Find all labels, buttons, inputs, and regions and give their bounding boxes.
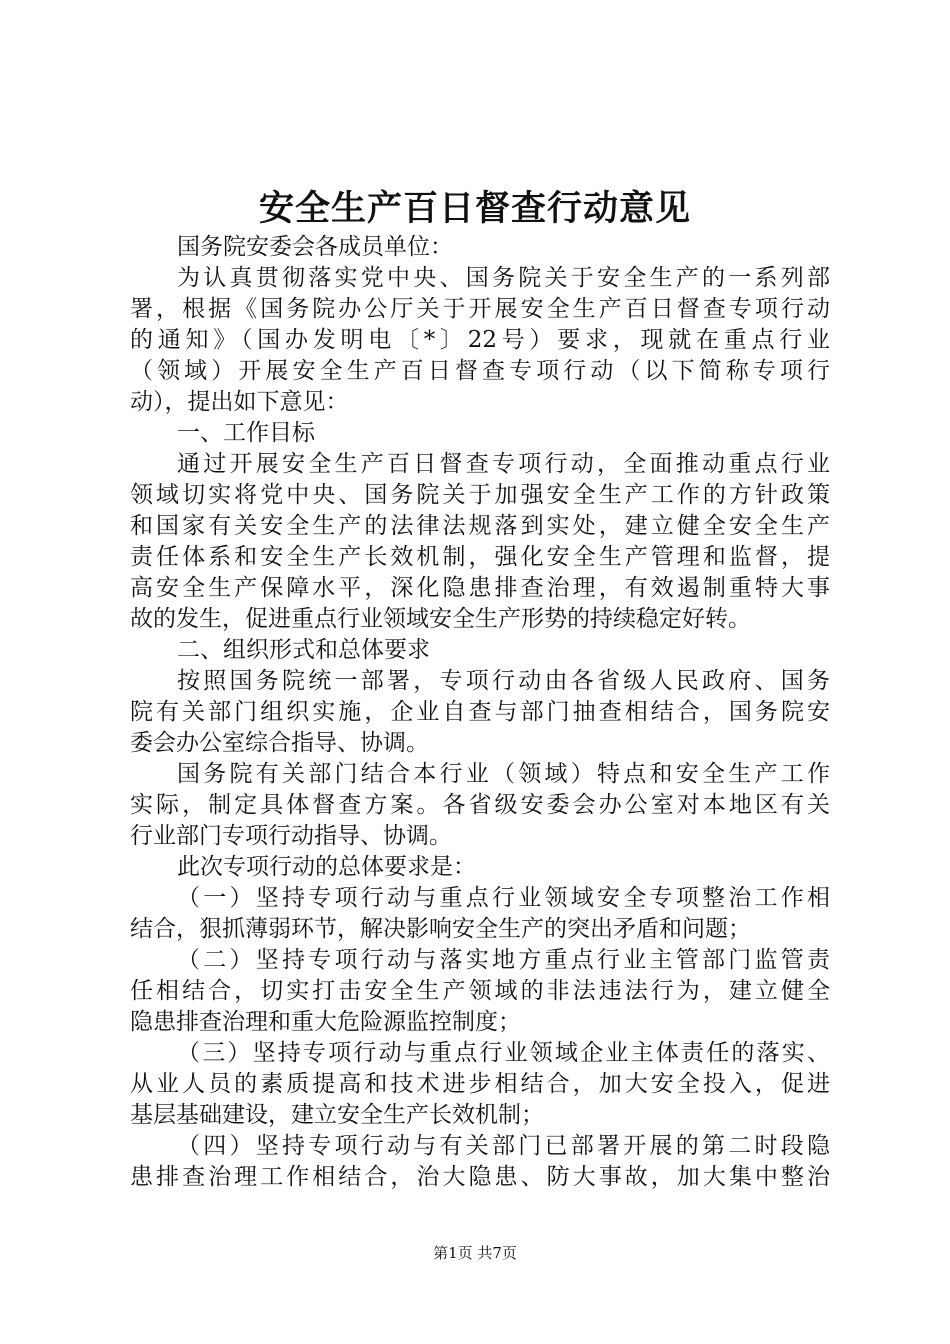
- text-line: 行业部门专项行动指导、协调。: [130, 823, 452, 849]
- text-line: 任相结合，切实打击安全生产领域的非法违法行为，建立健全: [130, 978, 830, 1004]
- text-line: 故的发生，促进重点行业领域安全生产形势的持续稳定好转。: [130, 606, 751, 632]
- text-line: 和国家有关安全生产的法律法规落到实处，建立健全安全生产: [130, 513, 830, 539]
- text-line: （一）坚持专项行动与重点行业领域安全专项整治工作相: [177, 885, 830, 911]
- text-line: 隐患排查治理和重大危险源监控制度；: [130, 1009, 521, 1035]
- text-line: 动），提出如下意见：: [130, 389, 349, 415]
- text-line: 此次专项行动的总体要求是：: [177, 854, 476, 880]
- text-line: 国务院安委会各成员单位：: [177, 234, 453, 260]
- text-line: 从业人员的素质提高和技术进步相结合，加大安全投入，促进: [130, 1071, 830, 1097]
- text-line: （四）坚持专项行动与有关部门已部署开展的第二时段隐: [177, 1133, 830, 1159]
- text-line: 为认真贯彻落实党中央、国务院关于安全生产的一系列部: [177, 265, 830, 291]
- text-line: 国务院有关部门结合本行业（领域）特点和安全生产工作: [177, 761, 830, 787]
- text-line: 署，根据《国务院办公厅关于开展安全生产百日督查专项行动: [130, 296, 830, 322]
- document-body: [130, 232, 830, 1193]
- text-line: 领域切实将党中央、国务院关于加强安全生产工作的方针政策: [130, 482, 830, 508]
- text-line: 实际，制定具体督查方案。各省级安委会办公室对本地区有关: [130, 792, 830, 818]
- text-line: （二）坚持专项行动与落实地方重点行业主管部门监管责: [177, 947, 830, 973]
- text-line: 基层基础建设，建立安全生产长效机制；: [130, 1102, 544, 1128]
- text-line: 委会办公室综合指导、协调。: [130, 730, 429, 756]
- text-line: 二、组织形式和总体要求: [177, 637, 430, 663]
- text-line: 结合，狠抓薄弱环节，解决影响安全生产的突出矛盾和问题；: [130, 916, 751, 942]
- text-line: 的通知》（国办发明电〔*〕22号）要求，现就在重点行业: [130, 327, 830, 353]
- text-line: （三）坚持专项行动与重点行业领域企业主体责任的落实、: [177, 1040, 830, 1066]
- page-footer: 第1页 共7页: [433, 1244, 517, 1262]
- text-line: 院有关部门组织实施，企业自查与部门抽查相结合，国务院安: [130, 699, 830, 725]
- text-line: 通过开展安全生产百日督查专项行动，全面推动重点行业: [177, 451, 830, 477]
- text-line: 高安全生产保障水平，深化隐患排查治理，有效遏制重特大事: [130, 575, 830, 601]
- text-line: 一、工作目标: [177, 420, 315, 446]
- text-line: 责任体系和安全生产长效机制，强化安全生产管理和监督，提: [130, 544, 830, 570]
- text-line: 患排查治理工作相结合，治大隐患、防大事故，加大集中整治: [130, 1164, 830, 1190]
- text-line: 按照国务院统一部署，专项行动由各省级人民政府、国务: [177, 668, 830, 694]
- text-line: （领域）开展安全生产百日督查专项行动（以下简称专项行: [130, 358, 830, 384]
- document-title: 安全生产百日督查行动意见: [258, 189, 691, 229]
